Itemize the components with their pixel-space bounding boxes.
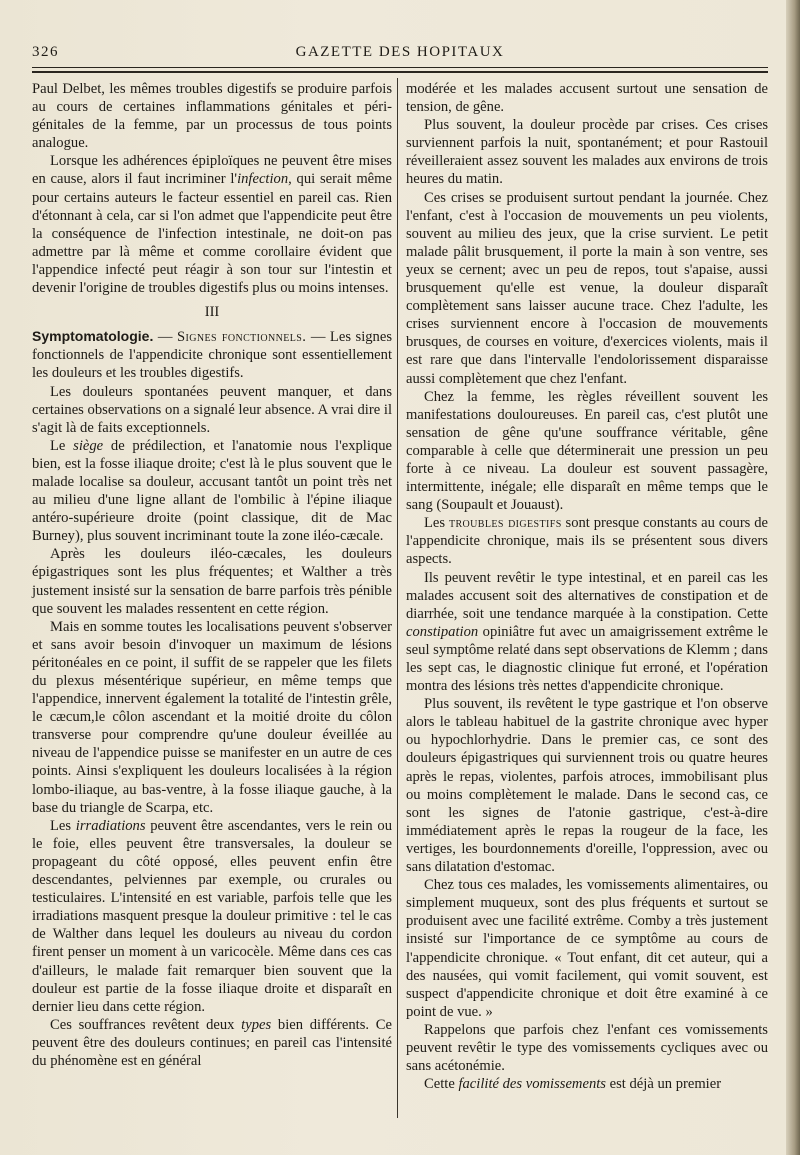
- text-run: Lorsque les adhérences épiploïques ne peuvent être mises en cause, alors il faut incriminer l': [32, 153, 392, 188]
- text-run: Les: [50, 817, 76, 834]
- text-run: est déjà un premier: [605, 1076, 722, 1093]
- italic-text: siège: [73, 437, 104, 454]
- column-divider: [397, 78, 398, 1118]
- paragraph: [32, 437, 392, 546]
- subheading: troubles digestifs: [448, 515, 562, 532]
- paragraph: Paul Delbet, les mêmes troubles digestifs se produire parfois au cours de certaines inflammations génitales et péri-génitales de la femme, par un processus de tous points analogue.: [32, 81, 392, 152]
- paragraph: Ces crises se produisent surtout pendant la journée. Chez l'enfant, c'est à l'occasion de mouvements un peu violents, souvent au milieu des jeux, que la crise survient. Le petit malade pâlit brusquement, il porte la main à son ventre, ses yeux se cernent; avec un peu de repos, tout s'apaise, aussi brusquement qu'elle est venue, la douleur disparaît complètement sans laisser aucune trace. Chez l'adulte, les crises surviennent encore à l'occasion de mouvements brusques, de courses en voiture, d'exercices violents, mais il est rare que dans l'intervalle l'endolorissement disparaisse aussi complètement que chez l'enfant.: [406, 189, 768, 387]
- page-edge-shadow: [786, 0, 800, 1155]
- paragraph: Chez la femme, les règles réveillent souvent les manifestations douloureuses. En pareil cas, c'est plutôt une sensation de gêne qu'une souffrance véritable, gêne comparable à celle que déterminerait une pression un peu forte à ce niveau. La douleur est souvent passagère, intermittente, inégale; elle disparaît en même temps que le sang (Soupault et Jouaust).: [406, 388, 768, 514]
- text-run: opiniâtre fut avec un amaigrissement extrême le seul symptôme relaté dans sept observations de Klemm ; dans les sept cas, le diagnostic clinique fut erroné, et l'opération montra des lésions très nettes d'appendicite chronique.: [406, 623, 768, 695]
- text-run: , qui serait même pour certains auteurs le facteur essentiel en pareil cas. Rien d'étonnant à cela, car si l'on admet que l'appendicite peut être la conséquence de l'infection intestinale, ne doit-on pas admettre par là même et comme corollaire évident que l'appendice infecté peut réagir à son tour sur l'intestin et devenir l'origine de troubles digestifs plus ou moins intenses.: [32, 171, 392, 297]
- italic-text: irradiations: [75, 817, 146, 834]
- text-run: Le: [50, 437, 74, 454]
- text-run: — Les signes fonctionnels de l'appendicite chronique sont essentiellement les douleurs et les troubles digestifs.: [32, 329, 393, 382]
- paragraph: [32, 1016, 392, 1070]
- text-run: Ils peuvent revêtir le type intestinal, et en pareil cas les malades accusent soit des alternatives de constipation et de diarrhée, soit une tendance marquée à la constipation. Cette: [406, 569, 768, 622]
- paragraph: [406, 514, 768, 568]
- paragraph: Mais en somme toutes les localisations peuvent s'observer et sans avoir besoin d'invoquer un maximum de lésions péritonéales en ce point, il suffit de se rappeler que les filets du plexus mésentérique supérieur, en même temps que l'appendice, innervent également la totalité de l'intestin grêle, le cæcum,le côlon ascendant et la moitié droite du côlon transverse pour comprendre qu'une douleur éveillée au niveau de l'appendice puisse se manifester en un autre de ces points. Ainsi s'expliquent les douleurs localisées à la région lombo-iliaque, au bas-ventre, à la fosse iliaque gauche, à la base du triangle de Scarpa, etc.: [32, 618, 392, 816]
- header-rule-thick: [32, 71, 768, 73]
- paragraph: Plus souvent, ils revêtent le type gastrique et l'on observe alors le tableau habituel de la gastrite chronique avec hyper ou hypochlorhydrie. Dans le premier cas, ce sont des douleurs épigastriques qui surviennent trois ou quatre heures après le repas, violentes, parfois atroces, immobilisant plus ou moins complètement le malade. Dans le second cas, ce sont les signes de l'atonie gastrique, c'est-à-dire immédiatement après le repas la rougeur de la face, les vertiges, les bourdonnements d'oreille, l'oppression, avec ou sans dilatation d'estomac.: [406, 696, 768, 876]
- paragraph: Les douleurs spontanées peuvent manquer, et dans certaines observations on a signalé leur absence. A vrai dire il s'agit là de faits exceptionnels.: [32, 383, 392, 436]
- paragraph: Rappelons que parfois chez l'enfant ces vomissements peuvent revêtir le type des vomissements cycliques avec ou sans acétonémie.: [406, 1021, 768, 1075]
- text-run: Les: [424, 515, 449, 532]
- paragraph: Après les douleurs iléo-cæcales, les douleurs épigastriques sont les plus fréquentes; et Walther a très justement insisté sur la sensation de barre parfois très pénible que souvent les malades ressentent en cette région.: [32, 546, 392, 617]
- page-header: [32, 44, 768, 64]
- paragraph: [32, 327, 392, 382]
- right-column: [406, 80, 768, 1093]
- italic-text: constipation: [406, 623, 479, 640]
- paragraph: Chez tous ces malades, les vomissements alimentaires, ou simplement muqueux, sont des plus fréquents et surtout se produisent avec une facilité extrême. Comby a très justement insisté sur l'importance de ce symptôme au cours de l'appendicite chronique. « Tout enfant, dit cet auteur, qui a des nausées, qui vomit facilement, qui vomit souvent, est suspect d'appendicite chronique et doit être examiné à ce point de vue. »: [406, 877, 768, 1020]
- paragraph: [32, 152, 392, 297]
- running-title: GAZETTE DES HOPITAUX: [295, 44, 505, 60]
- paragraph: modérée et les malades accusent surtout une sensation de tension, de gêne.: [406, 81, 768, 116]
- text-run: peuvent être ascendantes, vers le rein ou le foie, elles peuvent être transversales, la douleur se propageant du côté opposé, elles peuvent enfin être descendantes, pelviennes par exemple, ou crurales ou testiculaires. L'intensité en est variable, parfois telle que les irradiations masquent presque la douleur primitive : tel le cas de Walther dans lequel les douleurs au niveau du cordon firent penser un moment à un varicocèle. Même dans ces cas d'ailleurs, le malade fait remarquer bien souvent que la douleur est partie de la fosse iliaque droite et disparaît en dernier lieu dans cette région.: [32, 817, 392, 1015]
- left-column: [32, 80, 392, 1070]
- text-run: de prédilection, et l'anatomie nous l'explique bien, est la fosse iliaque droite; c'est là le plus souvent que le malade localise sa douleur, accusant tantôt un point très net au milieu d'une ligne allant de l'ombilic à l'épine iliaque antéro-supérieure droite (point classique, dit de Mac Burney), plus souvent incriminant toute la zone iléo-cæcale.: [32, 437, 392, 545]
- italic-text: infection: [237, 171, 289, 188]
- text-run: Ces souffrances revêtent deux: [50, 1016, 242, 1033]
- paragraph: [406, 569, 768, 696]
- section-number: III: [204, 304, 220, 321]
- paragraph: [406, 1075, 768, 1093]
- text-run: bien différents. Ce peuvent être des douleurs continues; en pareil cas l'intensité du phénomène est en général: [32, 1016, 392, 1069]
- section-heading: Symptomatologie.: [32, 328, 154, 345]
- text-run: Cette: [424, 1076, 459, 1093]
- text-run: —: [153, 329, 177, 346]
- page-number: 326: [32, 44, 59, 60]
- text-run: sont presque constants au cours de l'appendicite chronique, mais ils se présentent sous divers aspects.: [406, 515, 768, 568]
- paragraph: Plus souvent, la douleur procède par crises. Ces crises surviennent parfois la nuit, spontanément; et pour Rastouil réveilleraient assez souvent les malades aux environs de trois heures du matin.: [406, 117, 768, 188]
- italic-text: facilité des vomissements: [458, 1076, 606, 1093]
- subheading: Signes fonctionnels.: [177, 329, 307, 346]
- paragraph: [32, 817, 392, 1016]
- italic-text: types: [241, 1016, 272, 1033]
- header-rule-thin: [32, 67, 768, 68]
